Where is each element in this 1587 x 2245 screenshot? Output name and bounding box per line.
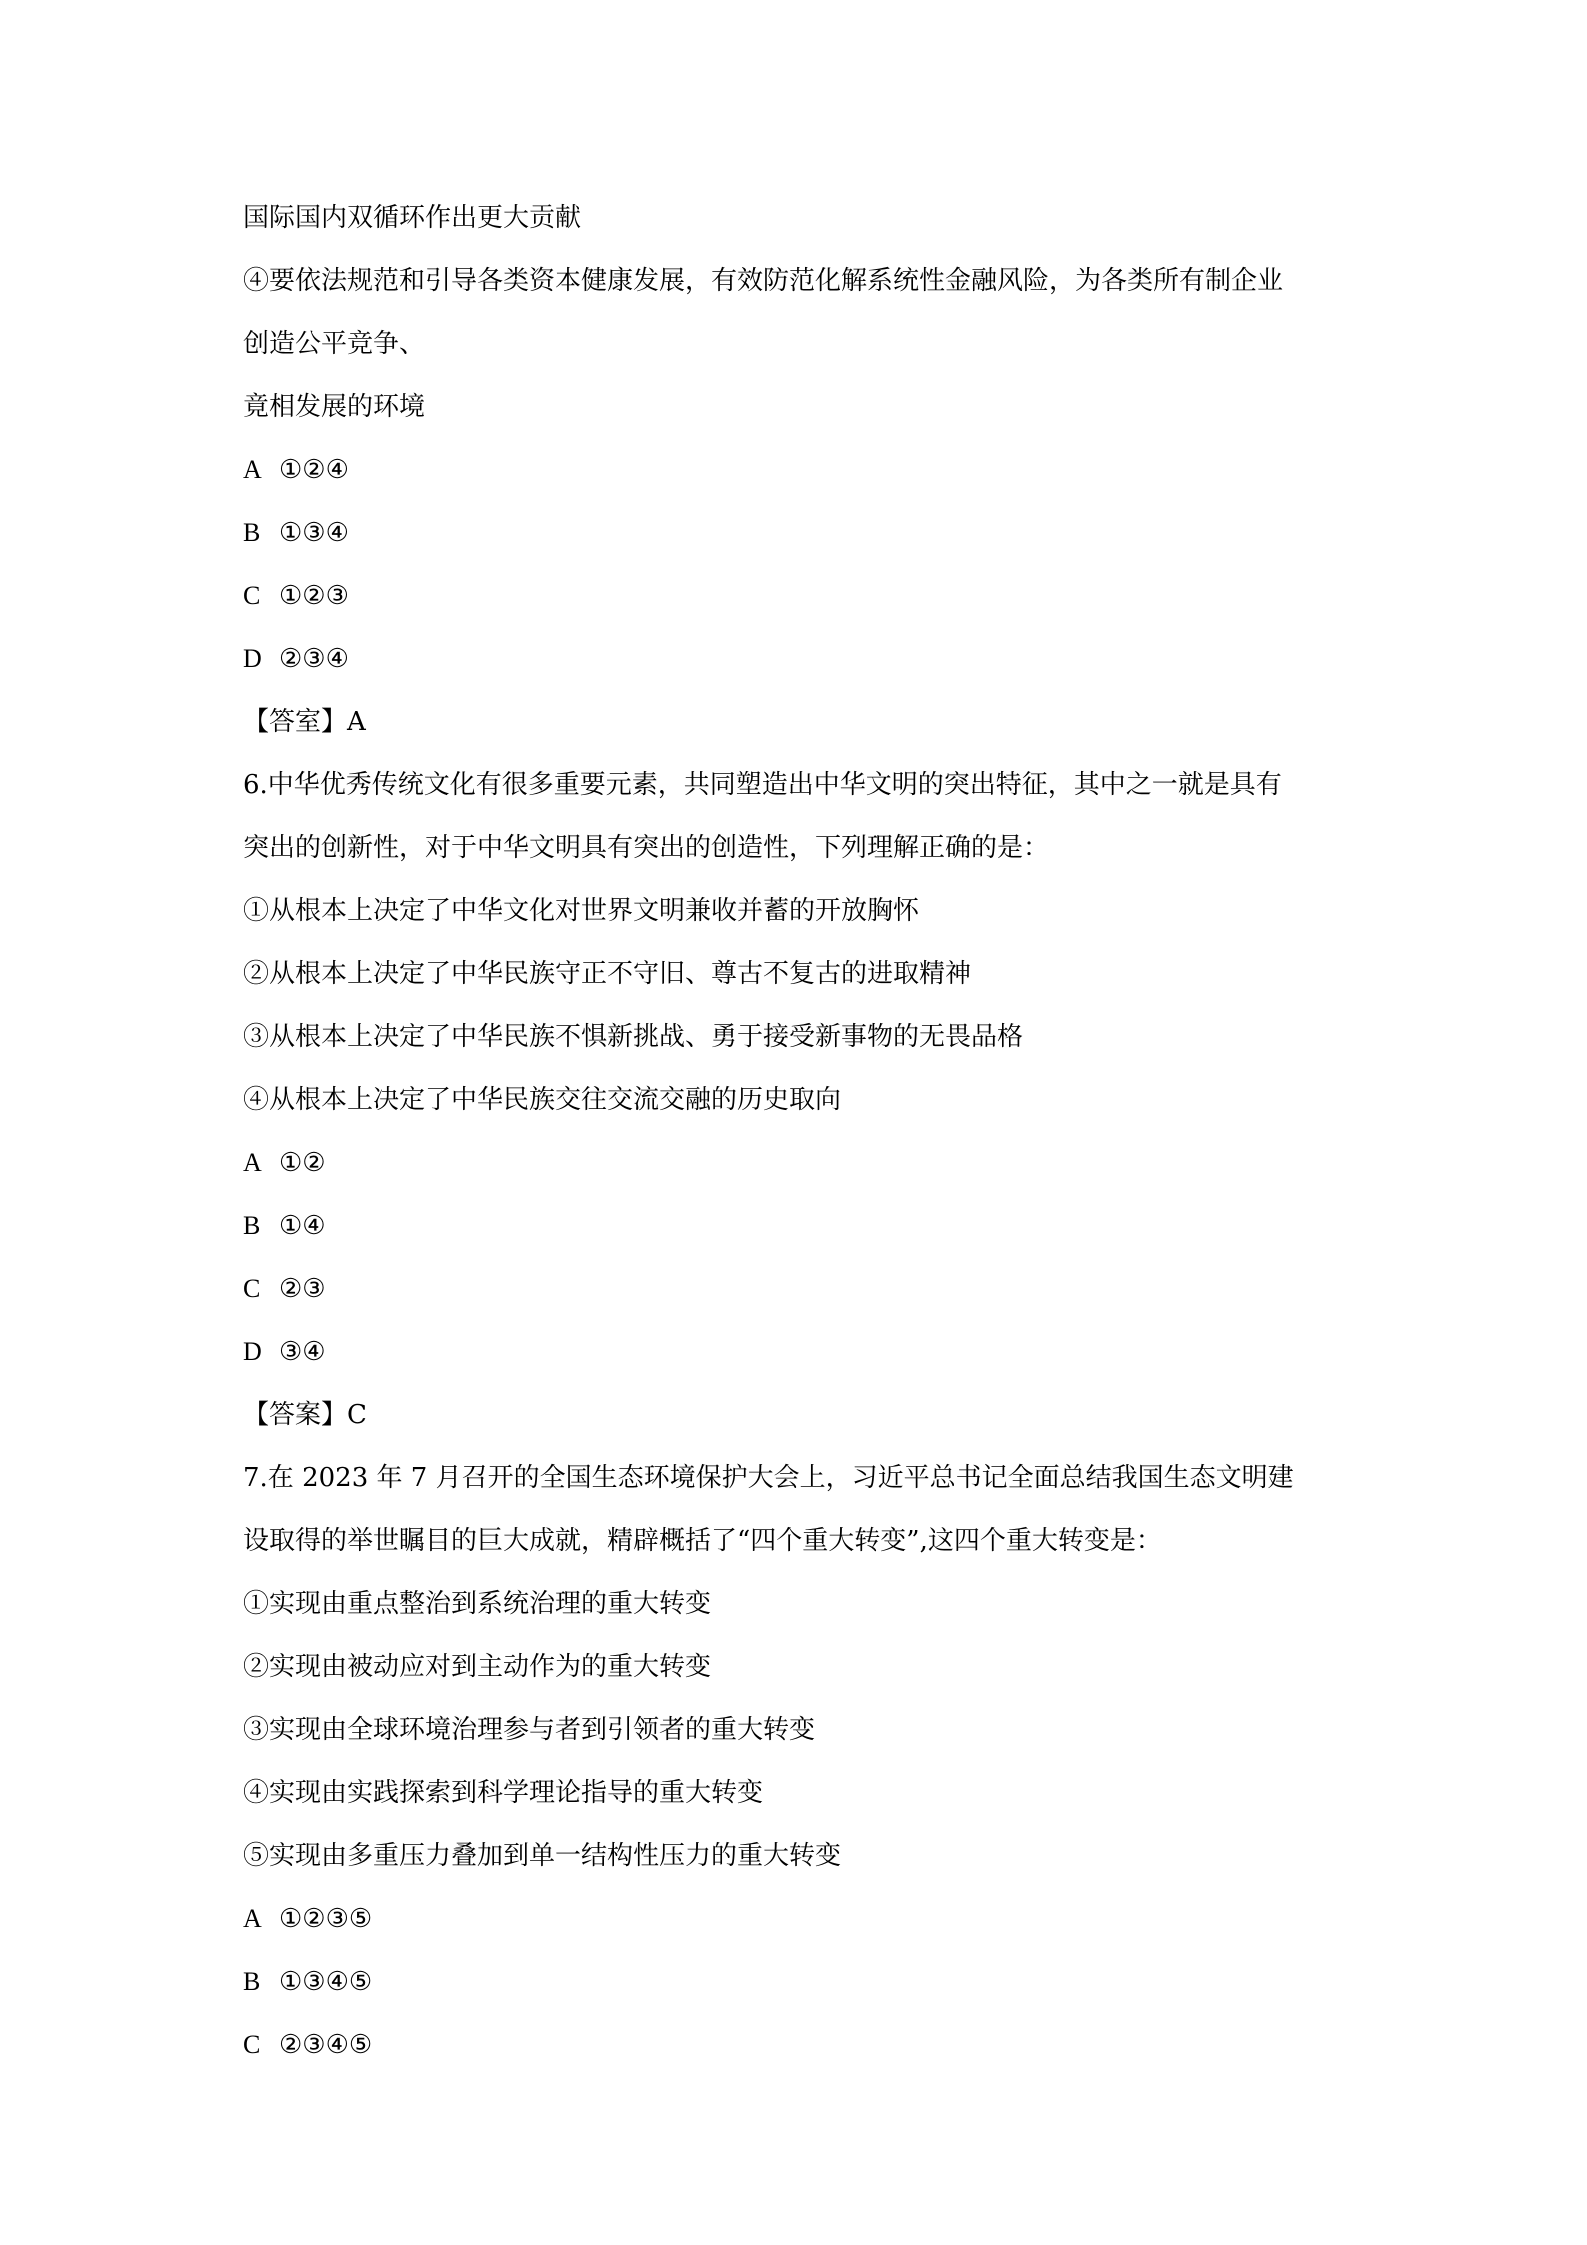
option-text: ①③④⑤ [279,1967,373,1997]
statement-line: ④实现由实践探索到科学理论指导的重大转变 [243,1778,764,1808]
option-letter: C [243,581,261,610]
option-c [243,2030,1353,2093]
statement-line: ④从根本上决定了中华民族交往交流交融的历史取向 [243,1085,842,1115]
question-stem: 设取得的举世瞩目的巨大成就，精辟概括了“四个重大转变”,这四个重大转变是： [243,1526,1162,1556]
option-c [243,581,1353,644]
option-d [243,644,1353,707]
option-text: ①② [279,1148,326,1178]
option-b [243,518,1353,581]
statement-line: ②实现由被动应对到主动作为的重大转变 [243,1652,712,1682]
option-letter: B [243,1967,261,1996]
option-d [243,1337,1353,1400]
option-a [243,1904,1353,1967]
question-stem: 突出的创新性，对于中华文明具有突出的创造性，下列理解正确的是： [243,833,1050,863]
option-text: ①②④ [279,455,349,485]
option-letter: A [243,455,262,484]
option-letter: D [243,1337,262,1366]
statement-line: ①实现由重点整治到系统治理的重大转变 [243,1589,712,1619]
option-text: ①②③ [279,581,349,611]
answer-line: 【答室】A [243,707,366,737]
option-a [243,1148,1353,1211]
option-letter: B [243,1211,261,1240]
option-a [243,455,1353,518]
option-letter: B [243,518,261,547]
option-b [243,1211,1353,1274]
statement-line: ③从根本上决定了中华民族不惧新挑战、勇于接受新事物的无畏品格 [243,1022,1024,1052]
question-5-continuation [243,203,1353,770]
option-b [243,1967,1353,2030]
option-text: ②③④⑤ [279,2030,373,2060]
question-7 [243,1463,1353,2093]
option-letter: D [243,644,262,673]
option-text: ①③④ [279,518,349,548]
statement-line: ③实现由全球环境治理参与者到引领者的重大转变 [243,1715,816,1745]
document-page [243,203,1353,2093]
option-letter: C [243,1274,261,1303]
statement-line: ④要依法规范和引导各类资本健康发展，有效防范化解系统性金融风险，为各类所有制企业 [243,266,1284,296]
statement-line: ⑤实现由多重压力叠加到单一结构性压力的重大转变 [243,1841,842,1871]
question-stem: 7.在 2023 年 7 月召开的全国生态环境保护大会上，习近平总书记全面总结我国生态文明建 [243,1463,1294,1493]
option-text: ①②③⑤ [279,1904,373,1934]
option-letter: C [243,2030,261,2059]
statement-line: ②从根本上决定了中华民族守正不守旧、尊古不复古的进取精神 [243,959,972,989]
option-letter: A [243,1148,262,1177]
option-letter: A [243,1904,262,1933]
statement-line: 创造公平竞争、 [243,329,426,359]
question-stem: 6.中华优秀传统文化有很多重要元素，共同塑造出中华文明的突出特征，其中之一就是具有 [243,770,1282,800]
option-text: ②③④ [279,644,349,674]
option-text: ①④ [279,1211,326,1241]
answer-line: 【答案】C [243,1400,367,1430]
option-c [243,1274,1353,1337]
option-text: ②③ [279,1274,326,1304]
option-text: ③④ [279,1337,326,1367]
statement-line: 竟相发展的环境 [243,392,426,422]
statement-line: 国际国内双循环作出更大贡献 [243,203,582,233]
statement-line: ①从根本上决定了中华文化对世界文明兼收并蓄的开放胸怀 [243,896,920,926]
question-6 [243,770,1353,1463]
